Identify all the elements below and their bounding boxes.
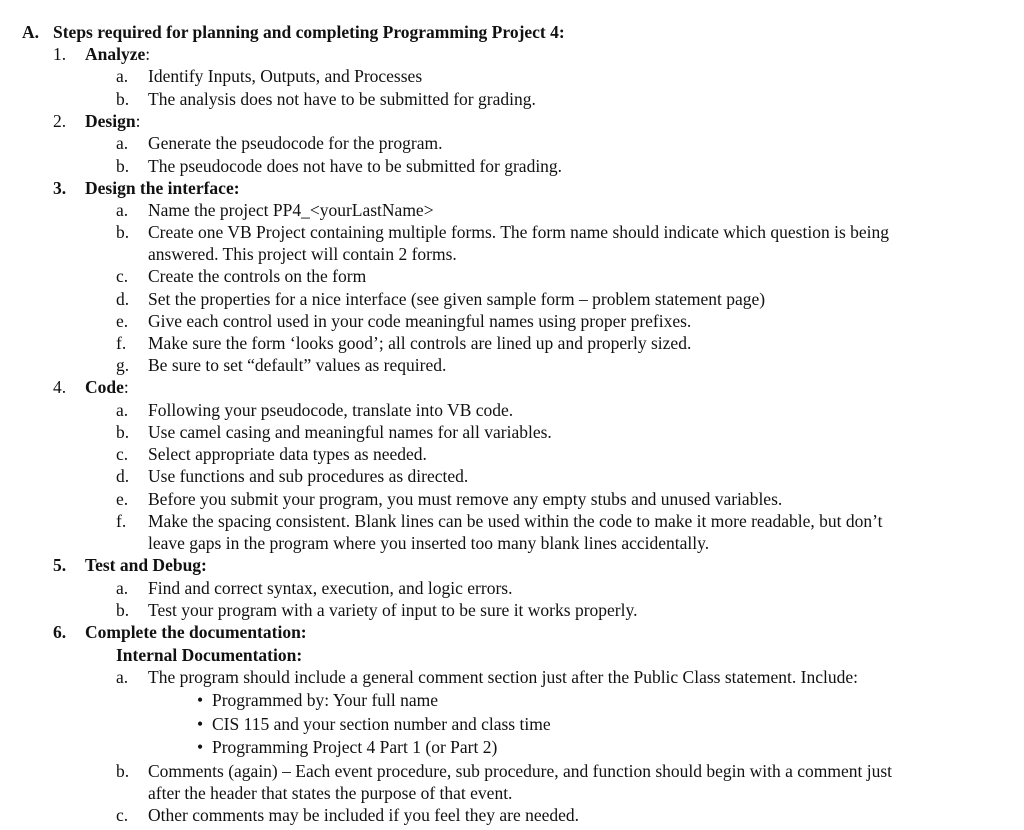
item-marker: g. — [116, 355, 130, 375]
bullet-text: Programmed by: Your full name — [212, 690, 439, 710]
step-number: 1. — [53, 44, 67, 64]
step-number: 4. — [53, 377, 67, 397]
item-text: Identify Inputs, Outputs, and Processes — [148, 66, 423, 86]
item-text: Create the controls on the form — [148, 266, 367, 286]
item-text: The analysis does not have to be submitted for grading. — [148, 89, 536, 109]
item-text: Use functions and sub procedures as directed. — [148, 466, 469, 486]
item-text: The pseudocode does not have to be submitted for grading. — [148, 156, 563, 176]
item-marker: a. — [116, 66, 129, 86]
bullet-text: CIS 115 and your section number and class time — [212, 714, 551, 734]
step-number: 5. — [53, 555, 67, 575]
step-suffix: : — [135, 111, 141, 131]
item-marker: d. — [116, 466, 130, 486]
step-title: Test and Debug: — [85, 555, 207, 575]
item-text: Generate the pseudocode for the program. — [148, 133, 443, 153]
item-marker: e. — [116, 311, 129, 331]
item-text: Name the project PP4_<yourLastName> — [148, 200, 434, 220]
section-letter: A. — [22, 22, 40, 42]
item-marker: b. — [116, 600, 130, 620]
step-title: Complete the documentation: — [85, 622, 307, 642]
item-text: Set the properties for a nice interface (see given sample form – problem statement page) — [148, 289, 766, 309]
step-suffix: : — [123, 377, 129, 397]
item-marker: b. — [116, 156, 130, 176]
item-text: Before you submit your program, you must remove any empty stubs and unused variables. — [148, 489, 783, 509]
step-heading — [85, 44, 150, 64]
item-marker: a. — [116, 578, 129, 598]
step-heading — [85, 622, 307, 642]
item-marker: b. — [116, 422, 130, 442]
step-number: 2. — [53, 111, 67, 131]
section-title: Steps required for planning and completing Programming Project 4: — [53, 22, 565, 42]
item-text: Comments (again) – Each event procedure, sub procedure, and function should begin with a comment just — [148, 761, 893, 781]
item-text: Make sure the form ‘looks good’; all controls are lined up and properly sized. — [148, 333, 692, 353]
item-marker: f. — [116, 333, 127, 353]
step-title: Design the interface: — [85, 178, 240, 198]
item-marker: b. — [116, 222, 130, 242]
item-marker: e. — [116, 489, 129, 509]
item-text: Use camel casing and meaningful names for all variables. — [148, 422, 552, 442]
step-title: Analyze — [85, 44, 146, 64]
item-text: Test your program with a variety of input to be sure it works properly. — [148, 600, 638, 620]
bullet-text: Programming Project 4 Part 1 (or Part 2) — [212, 737, 498, 757]
item-text: Other comments may be included if you feel they are needed. — [148, 805, 580, 825]
item-marker: a. — [116, 667, 129, 687]
step-title: Design — [85, 111, 136, 131]
item-text: Select appropriate data types as needed. — [148, 444, 427, 464]
step-heading — [85, 178, 240, 198]
item-marker: c. — [116, 444, 129, 464]
step-heading — [85, 377, 129, 397]
item-marker: f. — [116, 511, 127, 531]
subheading: Internal Documentation: — [116, 645, 303, 665]
bullet-dot: • — [197, 690, 204, 710]
item-text: Create one VB Project containing multiple forms. The form name should indicate which question is being — [148, 222, 890, 242]
item-marker: c. — [116, 805, 129, 825]
item-text: Find and correct syntax, execution, and logic errors. — [148, 578, 513, 598]
step-suffix: : — [145, 44, 151, 64]
item-marker: a. — [116, 400, 129, 420]
item-text-continuation: answered. This project will contain 2 forms. — [148, 244, 457, 264]
item-marker: a. — [116, 133, 129, 153]
item-marker: b. — [116, 761, 130, 781]
item-marker: d. — [116, 289, 130, 309]
item-text: Be sure to set “default” values as required. — [148, 355, 447, 375]
bullet-dot: • — [197, 714, 204, 734]
item-text: Make the spacing consistent. Blank lines can be used within the code to make it more readable, but don’t — [148, 511, 883, 531]
item-text-continuation: after the header that states the purpose of that event. — [148, 783, 513, 803]
item-marker: b. — [116, 89, 130, 109]
item-text: Give each control used in your code meaningful names using proper prefixes. — [148, 311, 692, 331]
bullet-dot: • — [197, 737, 204, 757]
step-number: 3. — [53, 178, 67, 198]
item-text-continuation: leave gaps in the program where you inserted too many blank lines accidentally. — [148, 533, 710, 553]
step-number: 6. — [53, 622, 67, 642]
step-heading — [85, 111, 140, 131]
item-marker: c. — [116, 266, 129, 286]
item-text: Following your pseudocode, translate into VB code. — [148, 400, 514, 420]
item-text: The program should include a general comment section just after the Public Class statement. Include: — [148, 667, 859, 687]
item-marker: a. — [116, 200, 129, 220]
step-title: Code — [85, 377, 124, 397]
step-heading — [85, 555, 207, 575]
